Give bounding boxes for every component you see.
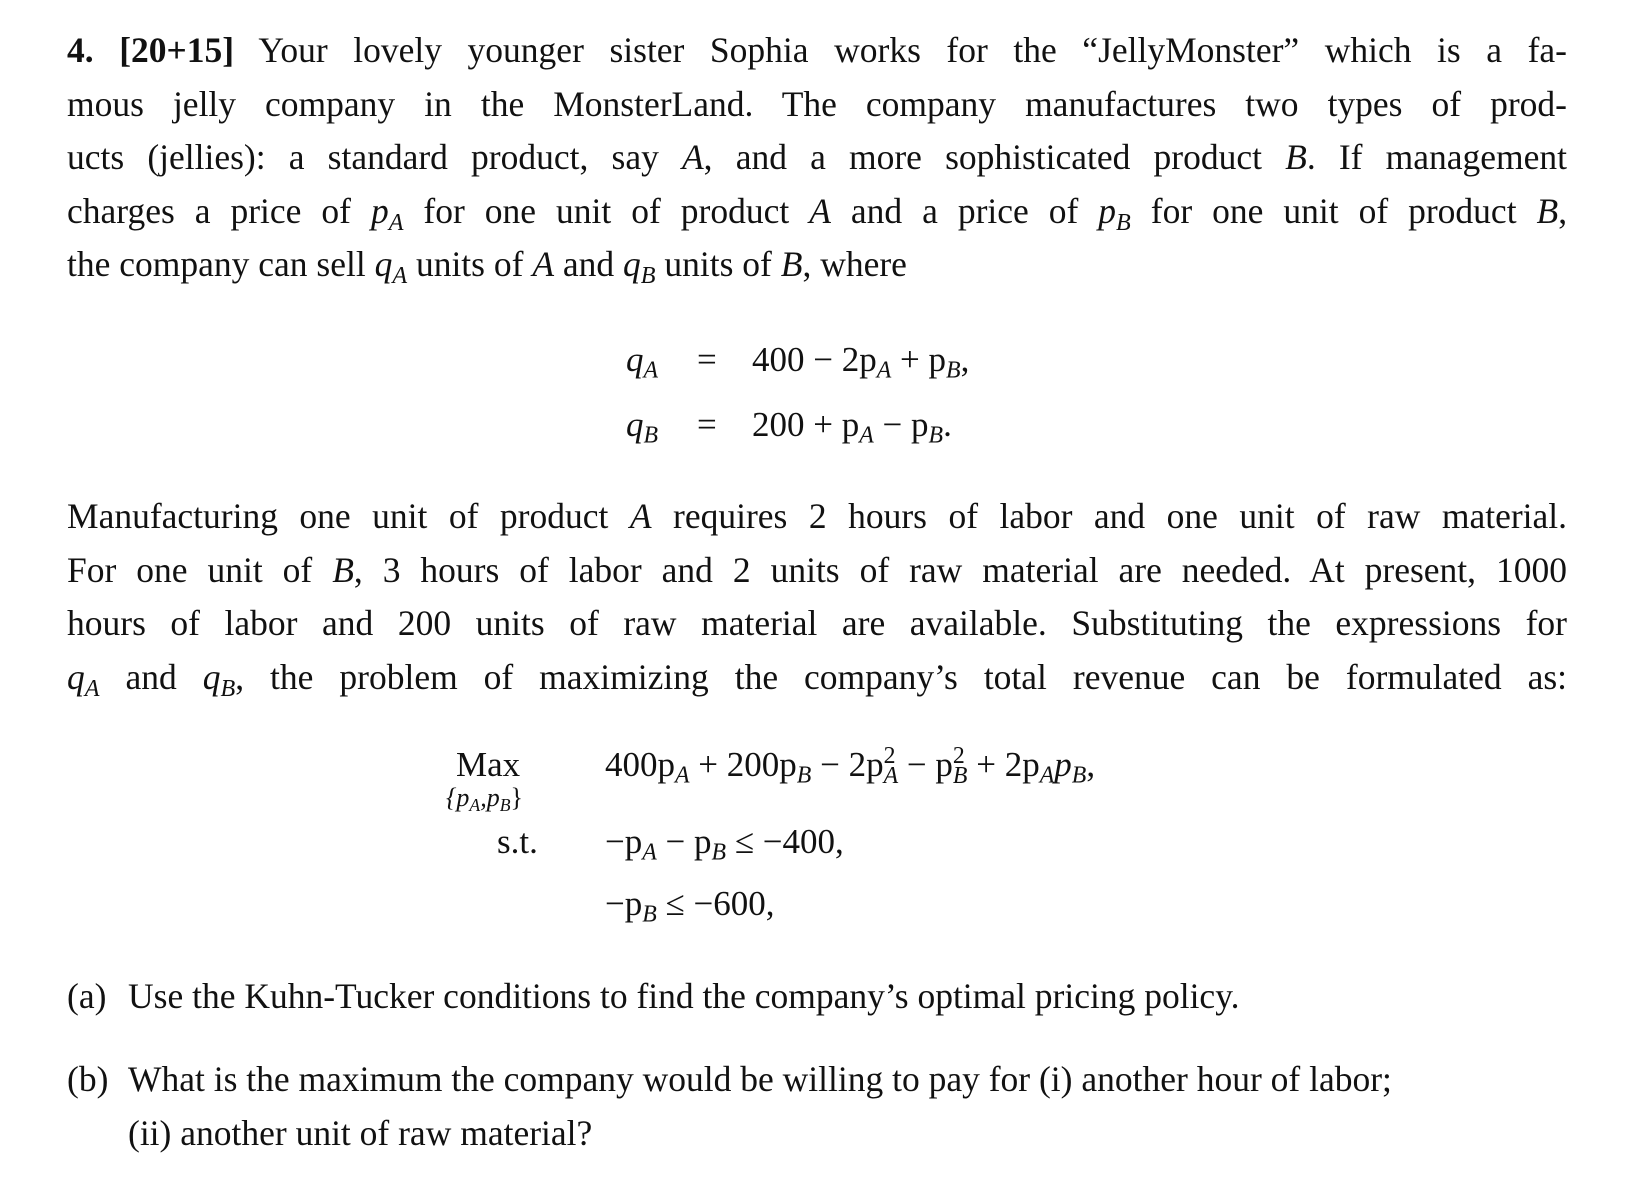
part-b-text-line-2: (ii) another unit of raw material?: [128, 1113, 593, 1153]
demand-eq-b-sign: =: [697, 405, 717, 444]
demand-eq-b-rhs: $200 + p_A - p_B$.: [752, 405, 952, 449]
intro-line-3: ucts (jellies): a standard product, say A, and a more sophisticated product B. If management: [67, 137, 1567, 177]
para2-line-4: $q_A$ and $q_B$, the problem of maximizing the company’s total revenue can be formulated as:: [67, 656, 1568, 702]
st-label: s.t.: [497, 822, 538, 861]
max-label: Max: [456, 745, 521, 784]
problem-number: 4.: [67, 30, 94, 70]
para2-line-3: hours of labor and 200 units of raw material are available. Substituting the expressions for: [67, 603, 1567, 643]
demand-eq-a-lhs: $q_A$: [626, 340, 659, 384]
intro-line-5: the company can sell $q_A$ units of A and $q_B$ units of B, where: [67, 244, 907, 289]
intro-paragraph: [67, 24, 1567, 292]
intro-line-2: mous jelly company in the MonsterLand. The company manufactures two types of prod-: [67, 83, 1567, 124]
part-b-text-line-1: What is the maximum the company would be willing to pay for (i) another hour of labor;: [128, 1059, 1392, 1099]
demand-eq-a-rhs: $400 - 2p_A + p_B$,: [752, 340, 970, 384]
demand-eq-b-lhs: $q_B$: [626, 405, 659, 449]
part-b-label: (b): [67, 1059, 109, 1099]
part-b: [67, 1053, 1567, 1163]
part-a-label: (a): [67, 976, 107, 1016]
intro-line-1: 4. [20+15] Your lovely younger sister Sophia works for the “JellyMonster” which is a fa-: [67, 30, 1568, 70]
max-subscript: $\{p_A,p_B\}$: [446, 783, 523, 815]
part-a-text: Use the Kuhn-Tucker conditions to find the company’s optimal pricing policy.: [128, 976, 1240, 1016]
part-a: [67, 970, 1567, 1024]
constraint-1: $-p_A - p_B \le -400$,: [605, 822, 844, 866]
problem-points: [20+15]: [119, 30, 235, 70]
para2-line-2: For one unit of B, 3 hours of labor and 2 units of raw material are needed. At present, 1000: [67, 549, 1567, 590]
intro-line-4: charges a price of $p_A$ for one unit of product A and a price of $p_B$ for one unit of product B,: [67, 190, 1568, 236]
objective-function: $400p_A + 200p_B - 2p^2_A - p^2_B + 2p_Ap_B$,: [605, 742, 1096, 789]
constraints-paragraph: [67, 490, 1567, 704]
para2-line-1: Manufacturing one unit of product A requires 2 hours of labor and one unit of raw material.: [67, 496, 1568, 536]
demand-eq-a-sign: =: [697, 340, 717, 379]
constraint-2: $-p_B \le -600$,: [605, 884, 775, 928]
